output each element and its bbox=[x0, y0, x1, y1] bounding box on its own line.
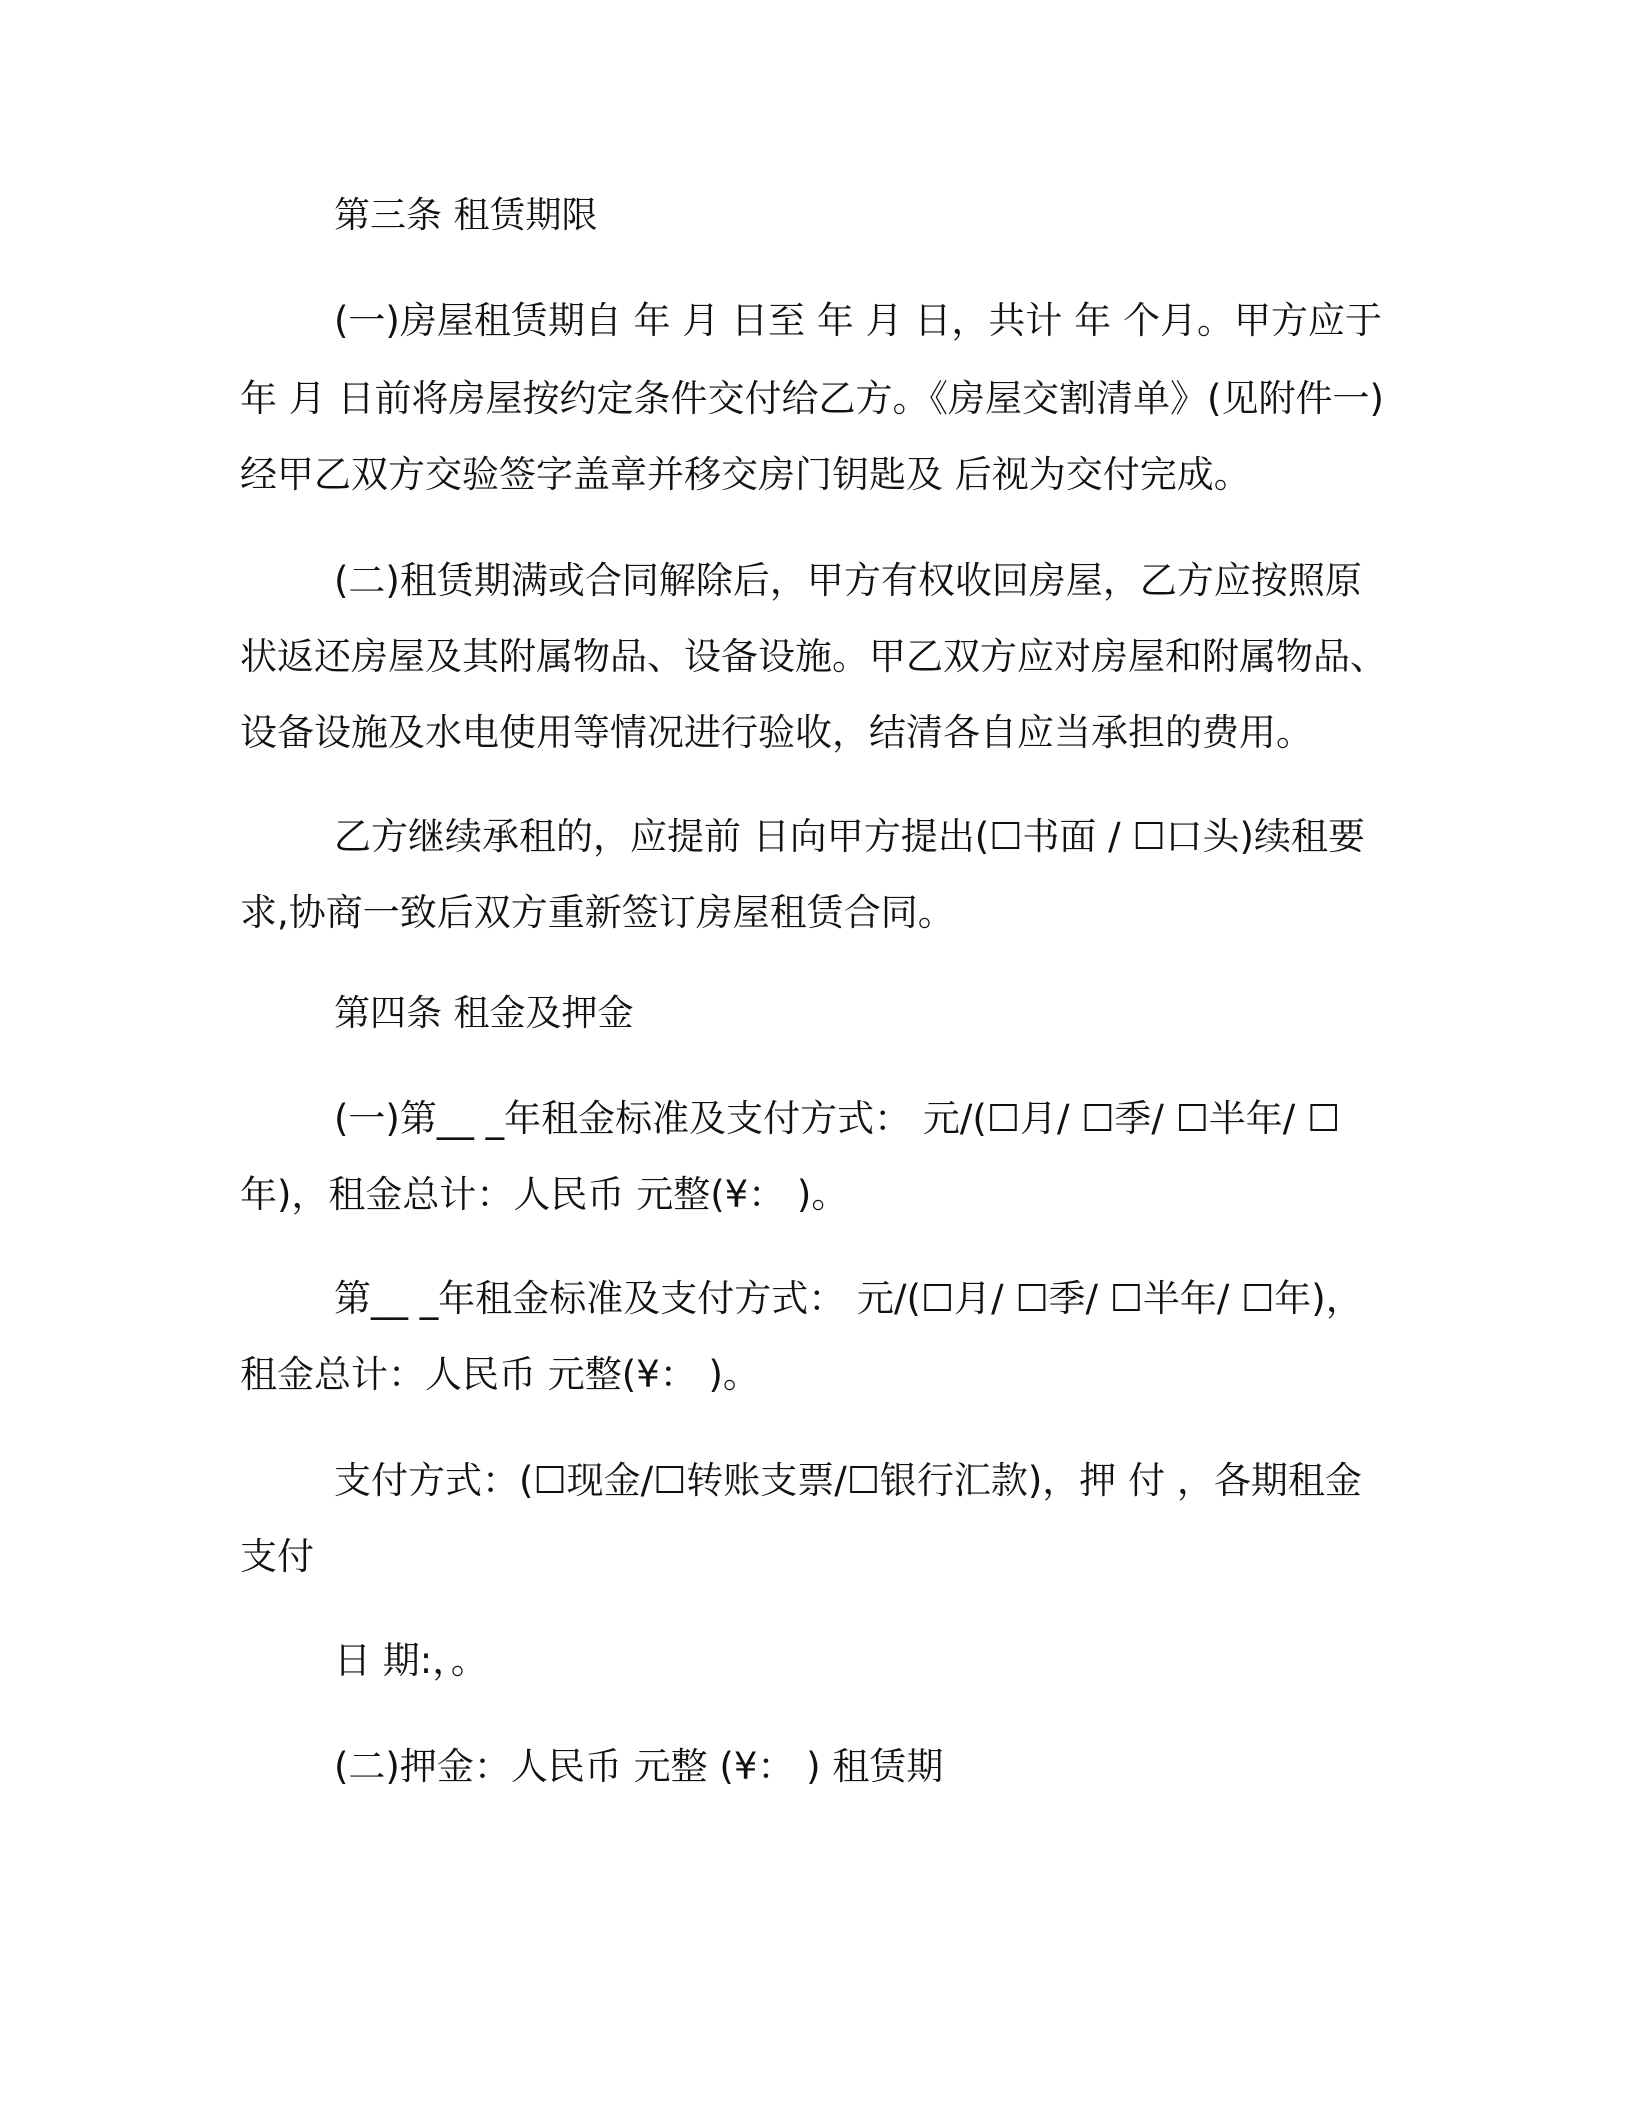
article4-para3-line1: 支付方式：(☐现金/☐转账支票/☐银行汇款)，押 付 ，各期租金 bbox=[334, 1459, 1362, 1502]
article3-para1-line3: 经甲乙双方交验签字盖章并移交房门钥匙及 后视为交付完成。 bbox=[240, 453, 1251, 496]
article4-para1-line2: 年)，租金总计：人民币 元整(¥： )。 bbox=[240, 1173, 849, 1216]
article3-para2-line1: (二)租赁期满或合同解除后，甲方有权收回房屋，乙方应按照原 bbox=[334, 559, 1362, 602]
article3-heading: 第三条 租赁期限 bbox=[334, 195, 598, 236]
article4-para3-line2: 支付 bbox=[240, 1535, 314, 1578]
article4-para1-line1: (一)第__ _年租金标准及支付方式： 元/(☐月/ ☐季/ ☐半年/ ☐ bbox=[334, 1097, 1341, 1140]
article3-para1-line1: (一)房屋租赁期自 年 月 日至 年 月 日，共计 年 个月。甲方应于 bbox=[334, 299, 1382, 342]
article3-para2-line3: 设备设施及水电使用等情况进行验收，结清各自应当承担的费用。 bbox=[240, 711, 1313, 754]
article4-para2-line1: 第__ _年租金标准及支付方式： 元/(☐月/ ☐季/ ☐半年/ ☐年)， bbox=[334, 1277, 1363, 1320]
article3-para1-line2: 年 月 日前将房屋按约定条件交付给乙方。《房屋交割清单》(见附件一) bbox=[240, 377, 1384, 420]
article4-heading: 第四条 租金及押金 bbox=[334, 993, 634, 1034]
article4-para4: 日 期:，。 bbox=[334, 1639, 488, 1682]
article3-para3-line2: 求,协商一致后双方重新签订房屋租赁合同。 bbox=[240, 891, 955, 934]
article4-para2-line2: 租金总计：人民币 元整(¥： )。 bbox=[240, 1353, 760, 1396]
article3-para2-line2: 状返还房屋及其附属物品、设备设施。甲乙双方应对房屋和附属物品、 bbox=[240, 635, 1387, 678]
article4-para5: (二)押金：人民币 元整 (¥： ) 租赁期 bbox=[334, 1745, 944, 1788]
article3-para3-line1: 乙方继续承租的，应提前 日向甲方提出(☐书面 / ☐口头)续租要 bbox=[334, 815, 1365, 858]
